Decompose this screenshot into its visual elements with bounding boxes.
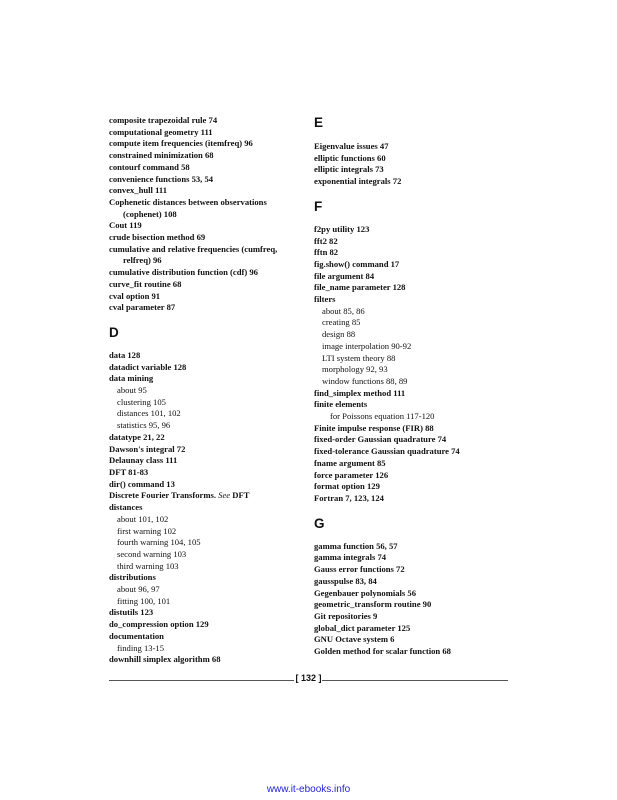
index-entry: do_compression option 129: [109, 619, 209, 630]
index-entry: exponential integrals 72: [314, 176, 402, 187]
index-entry: Eigenvalue issues 47: [314, 141, 389, 151]
index-subentry: about 85, 86: [322, 305, 365, 316]
index-entry: fixed-tolerance Gaussian quadrature 74: [314, 446, 460, 457]
index-column-left: [109, 115, 305, 666]
index-entry: GNU Octave system 6: [314, 634, 395, 645]
index-entry: downhill simplex algorithm 68: [109, 654, 221, 665]
index-entry: convenience functions 53, 54: [109, 173, 214, 184]
index-entry: [109, 490, 305, 502]
index-entry: datadict variable 128: [109, 361, 187, 372]
index-subentry: first warning 102: [117, 525, 177, 536]
index-entry: Git repositories 9: [314, 610, 378, 621]
index-subentry: third warning 103: [117, 560, 179, 571]
index-entry: fftn 82: [314, 247, 339, 258]
index-entry: gausspulse 83, 84: [314, 575, 377, 586]
section-letter: F: [314, 198, 323, 214]
index-entry: Golden method for scalar function 68: [314, 646, 451, 657]
index-entry: Gauss error functions 72: [314, 564, 405, 575]
index-entry: composite trapezoidal rule 74: [109, 115, 218, 125]
index-entry: crude bisection method 69: [109, 232, 206, 243]
index-subentry: for Poissons equation 117-120: [330, 411, 435, 422]
index-entry: distutils 123: [109, 607, 154, 618]
index-entry: force parameter 126: [314, 469, 389, 480]
section-letter: G: [314, 515, 325, 531]
index-entry: elliptic functions 60: [314, 152, 386, 163]
index-subentry: fourth warning 104, 105: [117, 537, 201, 548]
index-entry: fig.show() command 17: [314, 258, 400, 269]
index-subentry: image interpolation 90-92: [322, 340, 412, 351]
index-entry: curve_fit routine 68: [109, 278, 182, 289]
index-entry-text: Discrete Fourier Transforms.: [109, 490, 216, 501]
index-entry: dir() command 13: [109, 478, 175, 489]
index-entry: file_name parameter 128: [314, 282, 406, 293]
index-entry: DFT 81-83: [109, 466, 149, 477]
index-entry: filters: [314, 294, 336, 305]
index-entry: Fortran 7, 123, 124: [314, 492, 384, 503]
index-subentry: distances 101, 102: [117, 408, 181, 419]
index-entry: fft2 82: [314, 235, 338, 246]
section-letter: D: [109, 324, 119, 340]
index-entry: documentation: [109, 630, 164, 641]
index-subentry: statistics 95, 96: [117, 420, 171, 431]
index-entry: Gegenbauer polynomials 56: [314, 587, 417, 598]
see-reference-label: See: [218, 490, 231, 501]
index-entry: compute item frequencies (itemfreq) 96: [109, 138, 253, 149]
index-subentry: about 101, 102: [117, 513, 169, 524]
index-entry: Finite impulse response (FIR) 88: [314, 422, 434, 433]
section-letter: E: [314, 115, 324, 130]
index-entry: computational geometry 111: [109, 126, 213, 137]
index-entry: Dawson's integral 72: [109, 443, 186, 454]
source-link[interactable]: www.it-ebooks.info: [266, 784, 351, 795]
index-subentry: window functions 88, 89: [322, 375, 408, 386]
index-subentry: design 88: [322, 329, 356, 340]
index-subentry: about 96, 97: [117, 584, 160, 595]
index-subentry: clustering 105: [117, 396, 166, 407]
index-entry: constrained minimization 68: [109, 150, 214, 161]
index-entry: distances: [109, 502, 143, 513]
index-entry: cumulative and relative frequencies (cumfreq, relfreq) 96: [109, 243, 278, 266]
index-subentry: finding 13-15: [117, 642, 165, 653]
index-entry: distributions: [109, 572, 156, 583]
index-entry: file argument 84: [314, 270, 375, 281]
index-entry: fname argument 85: [314, 457, 386, 468]
index-entry: contourf command 58: [109, 161, 190, 172]
index-entry: cval parameter 87: [109, 302, 176, 313]
index-entry: finite elements: [314, 399, 368, 410]
index-entry: cval option 91: [109, 290, 161, 301]
index-subentry: LTI system theory 88: [322, 352, 396, 363]
index-entry: cumulative distribution function (cdf) 96: [109, 267, 258, 278]
footer-rule-right: [322, 680, 508, 681]
index-entry: geometric_transform routine 90: [314, 599, 432, 610]
index-entry: data 128: [109, 349, 141, 360]
index-subentry: about 95: [117, 385, 147, 396]
index-entry: convex_hull 111: [109, 185, 168, 196]
index-entry: Cophenetic distances between observations (cophenet) 108: [109, 196, 267, 219]
index-column-right: [314, 115, 524, 658]
index-entry: Cout 119: [109, 220, 142, 231]
index-entry: gamma integrals 74: [314, 552, 387, 563]
index-entry: find_simplex method 111: [314, 387, 406, 398]
index-entry: elliptic integrals 73: [314, 164, 384, 175]
index-entry: data mining: [109, 373, 154, 384]
index-subentry: morphology 92, 93: [322, 364, 388, 375]
index-subentry: fitting 100, 101: [117, 595, 171, 606]
index-entry: f2py utility 123: [314, 223, 370, 234]
index-subentry: creating 85: [322, 317, 361, 328]
see-reference-target: DFT: [232, 490, 250, 501]
index-entry: format option 129: [314, 481, 380, 492]
index-entry: fixed-order Gaussian quadrature 74: [314, 434, 447, 445]
index-entry: global_dict parameter 125: [314, 622, 411, 633]
index-entry: Delaunay class 111: [109, 455, 178, 466]
index-entry: gamma function 56, 57: [314, 540, 398, 551]
index-subentry: second warning 103: [117, 548, 187, 559]
index-entry: datatype 21, 22: [109, 431, 165, 442]
page-number: [ 132 ]: [295, 673, 322, 683]
